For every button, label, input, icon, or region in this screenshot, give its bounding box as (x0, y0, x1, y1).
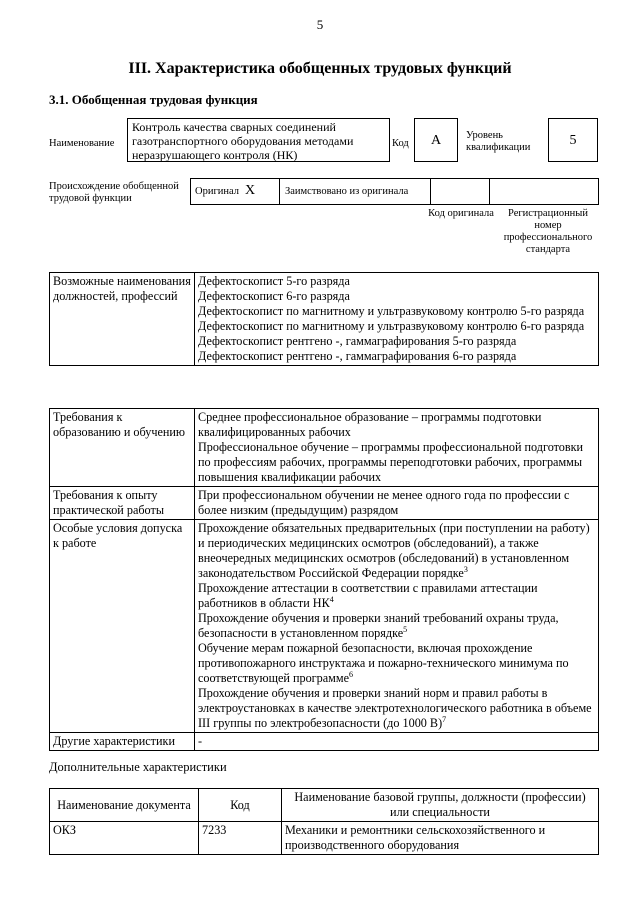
divider (279, 179, 280, 204)
positions-table (49, 272, 599, 366)
list-item (198, 581, 595, 611)
footnote-ref: 5 (403, 624, 408, 634)
condition-text: Обучение мерам пожарной безопасности, включая прохождение противопожарного инструктажа и пожарно-технического минимума по соответствующей программе (198, 641, 569, 685)
education-list (195, 409, 599, 487)
table-row (50, 822, 599, 855)
origin-box (190, 178, 599, 205)
additional-title: Дополнительные характеристики (49, 760, 227, 774)
table-cell: 7233 (199, 822, 282, 855)
list-item: Дефектоскопист по магнитному и ультразвуковому контролю 6-го разряда (198, 319, 585, 333)
name-value: Контроль качества сварных соединений газотранспортного оборудования методами неразрушающего контроля (НК) (127, 118, 390, 162)
conditions-list (195, 520, 599, 733)
column-header: Код (199, 789, 282, 822)
list-item (198, 686, 595, 731)
list-item: Дефектоскопист 6-го разряда (198, 289, 350, 303)
footnote-ref: 4 (329, 594, 334, 604)
column-header: Наименование документа (50, 789, 199, 822)
table-header-row (50, 789, 599, 822)
list-item: Профессиональное обучение – программы профессиональной подготовки по профессиям рабочих, программы переподготовки рабочих, программы повышения квалификации рабочих (198, 440, 584, 484)
positions-label: Возможные наименования должностей, профессий (50, 273, 195, 366)
origin-label: Происхождение обобщенной трудовой функции (49, 181, 179, 204)
footnote-ref: 3 (463, 564, 468, 574)
level-label: Уровень квалификации (466, 130, 531, 153)
code-value: А (414, 118, 458, 162)
original-label: Оригинал (195, 186, 239, 197)
experience-value: При профессиональном обучении не менее одного года по профессии с более низким (предыдущим) разрядом (195, 487, 599, 520)
column-header: Наименование базовой группы, должности (профессии) или специальности (282, 789, 599, 822)
list-item: Дефектоскопист по магнитному и ультразвуковому контролю 5-го разряда (198, 304, 585, 318)
education-label: Требования к образованию и обучению (50, 409, 195, 487)
list-item: Среднее профессиональное образование – программы подготовки квалифицированных рабочих (198, 410, 542, 439)
original-mark: X (245, 183, 256, 198)
other-value: - (195, 733, 599, 751)
list-item (198, 641, 595, 686)
additional-table (49, 788, 599, 855)
subsection-title: 3.1. Обобщенная трудовая функция (49, 92, 258, 107)
other-label: Другие характеристики (50, 733, 195, 751)
divider (489, 179, 490, 204)
condition-text: Прохождение обучения и проверки знаний требований охраны труда, безопасности в установленном порядке (198, 611, 559, 640)
condition-text: Прохождение аттестации в соответствии с правилами аттестации работников в области НК (198, 581, 538, 610)
reg-caption: Регистрационный номер профессионального стандарта (503, 208, 593, 255)
list-item (198, 611, 595, 641)
table-cell: ОКЗ (50, 822, 199, 855)
code-label: Код (392, 138, 409, 149)
list-item: Дефектоскопист рентгено -, гаммаграфирования 6-го разряда (198, 349, 517, 363)
footnote-ref: 6 (349, 669, 354, 679)
page-number: 5 (316, 17, 324, 32)
level-value: 5 (548, 118, 598, 162)
table-cell: Механики и ремонтники сельскохозяйственного и производственного оборудования (282, 822, 599, 855)
borrowed-label: Заимствовано из оригинала (285, 186, 409, 197)
conditions-label: Особые условия допуска к работе (50, 520, 195, 733)
divider (430, 179, 431, 204)
positions-list (195, 273, 599, 366)
code-caption: Код оригинала (428, 208, 494, 219)
list-item: Дефектоскопист 5-го разряда (198, 274, 350, 288)
list-item: Дефектоскопист рентгено -, гаммаграфирования 5-го разряда (198, 334, 517, 348)
condition-text: Прохождение обязательных предварительных (при поступлении на работу) и периодических медицинских осмотров (обследований), а также внеочередных медицинских осмотров (обследований) в установленном законодательством Российской Федерации порядке (198, 521, 590, 580)
footnote-ref: 7 (442, 714, 447, 724)
requirements-table (49, 408, 599, 751)
condition-text: Прохождение обучения и проверки знаний норм и правил работы в электроустановках в качестве электротехнологического работника в объеме III группы по электробезопасности (до 1000 В) (198, 686, 592, 730)
name-label: Наименование (49, 138, 115, 149)
list-item (198, 521, 595, 581)
experience-label: Требования к опыту практической работы (50, 487, 195, 520)
section-title: III. Характеристика обобщенных трудовых функций (128, 60, 512, 77)
